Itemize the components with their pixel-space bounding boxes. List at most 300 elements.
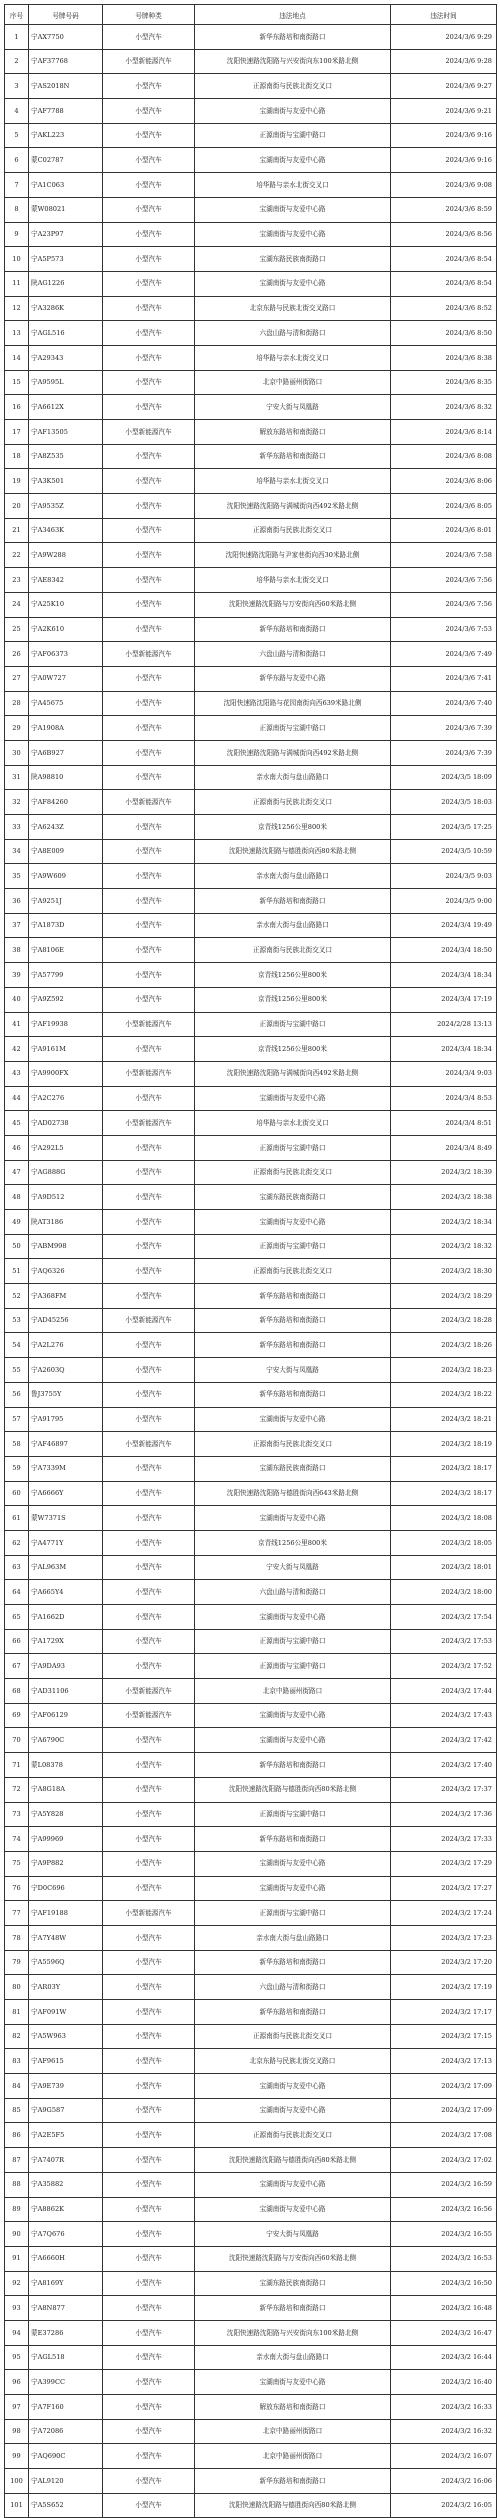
row-plate-number: 宁AL9120 [29, 2469, 103, 2494]
row-index: 97 [5, 2395, 29, 2420]
row-time: 2024/3/6 8:56 [391, 222, 497, 247]
table-row [5, 1234, 497, 1259]
table-row [5, 2246, 497, 2271]
row-index: 101 [5, 2493, 29, 2518]
row-time: 2024/3/5 18:03 [391, 790, 497, 815]
row-time: 2024/3/2 16:47 [391, 2320, 497, 2345]
row-location: 正源南街与宝湖中路口 [195, 1234, 391, 1259]
row-location: 宝湖南街与友爱中心路 [195, 2172, 391, 2197]
row-location: 沈阳快速路沈阳路与兴安街向东100米路北侧 [195, 49, 391, 74]
row-plate-type: 小型汽车 [103, 123, 195, 148]
row-index: 30 [5, 740, 29, 765]
row-time: 2024/3/2 17:53 [391, 1629, 497, 1654]
row-plate-number: 宁AD31106 [29, 1679, 103, 1704]
row-time: 2024/3/2 18:05 [391, 1530, 497, 1555]
row-location: 宝湖东路民族南街路口 [195, 1456, 391, 1481]
row-plate-type: 小型汽车 [103, 1580, 195, 1605]
row-location: 沈阳快速路沈阳路与德胜街向西643米路北侧 [195, 1481, 391, 1506]
table-row [5, 2000, 497, 2025]
row-index: 100 [5, 2469, 29, 2494]
row-location: 宝湖南街与友爱中心路 [195, 1703, 391, 1728]
row-plate-number: 宁A7Y48W [29, 1925, 103, 1950]
row-location: 宝湖南街与友爱中心路 [195, 197, 391, 222]
row-time: 2024/3/6 9:08 [391, 173, 497, 198]
row-time: 2024/3/2 18:38 [391, 1185, 497, 1210]
row-time: 2024/3/2 17:19 [391, 1975, 497, 2000]
row-plate-type: 小型新能源汽车 [103, 790, 195, 815]
row-index: 4 [5, 99, 29, 124]
row-time: 2024/3/2 17:54 [391, 1605, 497, 1630]
table-row [5, 469, 497, 494]
row-index: 43 [5, 1061, 29, 1086]
row-plate-type: 小型汽车 [103, 963, 195, 988]
row-time: 2024/3/2 18:17 [391, 1481, 497, 1506]
row-plate-number: 宁A57799 [29, 963, 103, 988]
table-row [5, 2419, 497, 2444]
row-plate-type: 小型汽车 [103, 444, 195, 469]
row-location: 新华东路培和南街路口 [195, 1284, 391, 1309]
row-plate-number: 鲁J3755Y [29, 1382, 103, 1407]
row-location: 沈阳快速路沈阳路与德胜街向西80米路北侧 [195, 839, 391, 864]
row-time: 2024/3/2 18:26 [391, 1333, 497, 1358]
row-index: 13 [5, 321, 29, 346]
row-time: 2024/3/2 18:19 [391, 1432, 497, 1457]
row-location: 培华路与亲水北街交叉口 [195, 568, 391, 593]
table-row [5, 815, 497, 840]
table-row [5, 889, 497, 914]
table-row [5, 2049, 497, 2074]
row-plate-type: 小型汽车 [103, 1382, 195, 1407]
row-location: 宝湖南街与友爱中心路 [195, 222, 391, 247]
table-row [5, 173, 497, 198]
row-time: 2024/3/2 18:21 [391, 1407, 497, 1432]
row-index: 17 [5, 420, 29, 445]
row-plate-number: 陕AG1226 [29, 271, 103, 296]
row-time: 2024/3/6 7:56 [391, 568, 497, 593]
row-time: 2024/3/2 16:55 [391, 2222, 497, 2247]
row-plate-number: 宁AF06373 [29, 642, 103, 667]
row-plate-type: 小型汽车 [103, 148, 195, 173]
row-index: 29 [5, 716, 29, 741]
table-row [5, 74, 497, 99]
row-time: 2024/3/6 9:27 [391, 74, 497, 99]
row-location: 北京东路与民族北街交叉路口 [195, 2049, 391, 2074]
row-plate-type: 小型汽车 [103, 2024, 195, 2049]
table-row [5, 2074, 497, 2099]
row-time: 2024/3/6 9:28 [391, 49, 497, 74]
row-time: 2024/3/2 16:56 [391, 2197, 497, 2222]
row-location: 正源南街与宝湖中路口 [195, 123, 391, 148]
row-plate-number: 宁A6B927 [29, 740, 103, 765]
row-plate-number: 宁A72086 [29, 2419, 103, 2444]
row-time: 2024/3/2 16:06 [391, 2469, 497, 2494]
row-plate-number: 宁A9900FX [29, 1061, 103, 1086]
row-location: 新华东路培和南街路口 [195, 1753, 391, 1778]
table-row [5, 2172, 497, 2197]
table-row [5, 1950, 497, 1975]
table-row [5, 2345, 497, 2370]
row-plate-number: 宁AF13505 [29, 420, 103, 445]
row-index: 64 [5, 1580, 29, 1605]
row-plate-type: 小型新能源汽车 [103, 1061, 195, 1086]
row-index: 72 [5, 1777, 29, 1802]
row-time: 2024/3/2 17:27 [391, 1876, 497, 1901]
row-plate-type: 小型汽车 [103, 1135, 195, 1160]
row-location: 宝湖南街与友爱中心路 [195, 1851, 391, 1876]
row-index: 19 [5, 469, 29, 494]
table-row [5, 1654, 497, 1679]
row-index: 22 [5, 543, 29, 568]
row-location: 培华路与亲水北街交叉口 [195, 345, 391, 370]
row-plate-type: 小型汽车 [103, 2419, 195, 2444]
row-location: 宝湖南街与友爱中心路 [195, 2197, 391, 2222]
row-index: 36 [5, 889, 29, 914]
row-index: 10 [5, 247, 29, 272]
row-index: 99 [5, 2444, 29, 2469]
table-body [5, 25, 497, 2518]
table-row [5, 1777, 497, 1802]
table-row [5, 963, 497, 988]
row-plate-type: 小型汽车 [103, 1851, 195, 1876]
row-plate-number: 宁A9D512 [29, 1185, 103, 1210]
row-time: 2024/3/2 17:02 [391, 2148, 497, 2173]
row-index: 71 [5, 1753, 29, 1778]
row-index: 54 [5, 1333, 29, 1358]
table-row [5, 1259, 497, 1284]
row-plate-number: 宁AD02738 [29, 1111, 103, 1136]
row-plate-number: 宁A9W288 [29, 543, 103, 568]
row-location: 北京中路丽州街路口 [195, 1679, 391, 1704]
row-plate-number: 宁A6790C [29, 1728, 103, 1753]
row-plate-number: 宁A2C276 [29, 1086, 103, 1111]
row-plate-number: 宁A1908A [29, 716, 103, 741]
row-plate-type: 小型汽车 [103, 1876, 195, 1901]
row-location: 宝湖南街与友爱中心路 [195, 1210, 391, 1235]
row-location: 北京中路丽州街路口 [195, 2419, 391, 2444]
row-index: 61 [5, 1506, 29, 1531]
row-location: 宝湖南街与友爱中心路 [195, 2074, 391, 2099]
row-index: 79 [5, 1950, 29, 1975]
table-row [5, 2444, 497, 2469]
row-plate-number: 宁A29343 [29, 345, 103, 370]
row-plate-number: 陕A98810 [29, 765, 103, 790]
table-row [5, 395, 497, 420]
row-time: 2024/3/4 17:19 [391, 987, 497, 1012]
row-plate-number: 宁A9535Z [29, 494, 103, 519]
header-plate-type: 号牌种类 [103, 5, 195, 25]
row-location: 培华路与亲水北街交叉口 [195, 1111, 391, 1136]
table-row [5, 1358, 497, 1383]
row-index: 75 [5, 1851, 29, 1876]
row-plate-type: 小型汽车 [103, 2320, 195, 2345]
row-plate-number: 宁AX7750 [29, 25, 103, 50]
row-index: 49 [5, 1210, 29, 1235]
header-time: 违法时间 [391, 5, 497, 25]
row-location: 正源南街与民族北街交叉口 [195, 2123, 391, 2148]
row-plate-type: 小型汽车 [103, 864, 195, 889]
row-plate-type: 小型汽车 [103, 1481, 195, 1506]
table-row [5, 568, 497, 593]
row-location: 正源南街与民族北街交叉口 [195, 1160, 391, 1185]
row-plate-number: 宁AKL223 [29, 123, 103, 148]
row-index: 93 [5, 2296, 29, 2321]
row-plate-number: 宁A9161M [29, 1037, 103, 1062]
row-location: 正源南街与民族北街交叉口 [195, 790, 391, 815]
row-plate-type: 小型汽车 [103, 2493, 195, 2518]
table-row [5, 1876, 497, 1901]
table-row [5, 1975, 497, 2000]
row-index: 24 [5, 592, 29, 617]
row-plate-number: 蒙W08021 [29, 197, 103, 222]
table-row [5, 1012, 497, 1037]
row-plate-type: 小型汽车 [103, 839, 195, 864]
row-plate-type: 小型汽车 [103, 2049, 195, 2074]
table-row [5, 1851, 497, 1876]
row-plate-number: 宁AF06129 [29, 1703, 103, 1728]
row-index: 62 [5, 1530, 29, 1555]
row-plate-number: 宁A3K501 [29, 469, 103, 494]
violations-table-container [4, 4, 496, 2518]
row-plate-type: 小型汽车 [103, 592, 195, 617]
table-row [5, 2098, 497, 2123]
row-location: 宝湖南街与友爱中心路 [195, 271, 391, 296]
table-row [5, 296, 497, 321]
row-time: 2024/3/2 17:40 [391, 1753, 497, 1778]
row-index: 3 [5, 74, 29, 99]
row-index: 90 [5, 2222, 29, 2247]
row-plate-number: 宁A7407R [29, 2148, 103, 2173]
row-time: 2024/3/4 18:34 [391, 963, 497, 988]
violations-table [4, 4, 497, 2518]
row-location: 亲水南大街与盘山路路口 [195, 1925, 391, 1950]
header-plate-number: 号牌号码 [29, 5, 103, 25]
row-time: 2024/3/6 8:52 [391, 296, 497, 321]
row-plate-type: 小型汽车 [103, 2296, 195, 2321]
row-time: 2024/3/6 8:59 [391, 197, 497, 222]
row-plate-number: 宁AF84260 [29, 790, 103, 815]
row-plate-type: 小型汽车 [103, 1975, 195, 2000]
row-time: 2024/3/2 18:22 [391, 1382, 497, 1407]
row-location: 京青线1256公里800米 [195, 1530, 391, 1555]
row-plate-type: 小型新能源汽车 [103, 1703, 195, 1728]
row-index: 14 [5, 345, 29, 370]
table-row [5, 197, 497, 222]
row-plate-number: 宁A9G587 [29, 2098, 103, 2123]
row-location: 宝湖南街与友爱中心路 [195, 1086, 391, 1111]
table-row [5, 2469, 497, 2494]
row-index: 69 [5, 1703, 29, 1728]
row-plate-number: 宁AL963M [29, 1555, 103, 1580]
row-location: 新华东路培和南街路口 [195, 889, 391, 914]
row-location: 新华东路培和南街路口 [195, 1333, 391, 1358]
row-index: 20 [5, 494, 29, 519]
row-time: 2024/3/2 17:24 [391, 1901, 497, 1926]
table-row [5, 1160, 497, 1185]
row-location: 正源南街与宝湖中路口 [195, 1135, 391, 1160]
row-plate-number: 宁A2K610 [29, 617, 103, 642]
row-location: 宝湖南街与友爱中心路 [195, 1728, 391, 1753]
table-row [5, 1382, 497, 1407]
row-plate-type: 小型汽车 [103, 1333, 195, 1358]
row-index: 55 [5, 1358, 29, 1383]
row-index: 98 [5, 2419, 29, 2444]
row-plate-number: 宁AGL516 [29, 321, 103, 346]
row-plate-number: 宁AF19188 [29, 1901, 103, 1926]
row-index: 66 [5, 1629, 29, 1654]
row-index: 42 [5, 1037, 29, 1062]
table-row [5, 642, 497, 667]
row-location: 沈阳快速路沈阳路与德胜街向西80米路北侧 [195, 2493, 391, 2518]
row-plate-number: 蒙C02787 [29, 148, 103, 173]
table-row [5, 1703, 497, 1728]
row-location: 沈阳快速路沈阳路与满城街向西492米路北侧 [195, 1061, 391, 1086]
row-plate-type: 小型汽车 [103, 247, 195, 272]
table-row [5, 148, 497, 173]
row-plate-number: 宁A9251J [29, 889, 103, 914]
row-index: 44 [5, 1086, 29, 1111]
row-location: 新华东路培和南街路口 [195, 617, 391, 642]
row-index: 41 [5, 1012, 29, 1037]
row-plate-number: 宁A2603Q [29, 1358, 103, 1383]
row-location: 宝湖东路民族南街路口 [195, 247, 391, 272]
row-plate-type: 小型汽车 [103, 1777, 195, 1802]
row-plate-number: 宁A1C063 [29, 173, 103, 198]
row-index: 7 [5, 173, 29, 198]
row-plate-type: 小型汽车 [103, 370, 195, 395]
row-location: 正源南街与宝湖中路口 [195, 1901, 391, 1926]
row-plate-number: 宁AE8342 [29, 568, 103, 593]
row-plate-type: 小型汽车 [103, 1185, 195, 1210]
row-plate-type: 小型汽车 [103, 765, 195, 790]
row-index: 96 [5, 2370, 29, 2395]
row-plate-type: 小型汽车 [103, 2197, 195, 2222]
table-row [5, 2370, 497, 2395]
row-time: 2024/3/6 7:58 [391, 543, 497, 568]
row-time: 2024/3/5 18:09 [391, 765, 497, 790]
table-row [5, 740, 497, 765]
row-location: 六盘山路与清和街路口 [195, 642, 391, 667]
table-header-row [5, 5, 497, 25]
row-time: 2024/3/4 8:49 [391, 1135, 497, 1160]
row-location: 宝湖南街与友爱中心路 [195, 99, 391, 124]
row-plate-type: 小型汽车 [103, 716, 195, 741]
table-row [5, 1802, 497, 1827]
row-plate-type: 小型汽车 [103, 1605, 195, 1630]
row-index: 8 [5, 197, 29, 222]
row-plate-type: 小型汽车 [103, 222, 195, 247]
table-row [5, 2395, 497, 2420]
table-row [5, 2222, 497, 2247]
row-location: 正源南街与宝湖中路口 [195, 716, 391, 741]
row-index: 84 [5, 2074, 29, 2099]
row-plate-type: 小型汽车 [103, 691, 195, 716]
row-plate-type: 小型汽车 [103, 321, 195, 346]
row-plate-number: 宁D0C696 [29, 1876, 103, 1901]
table-row [5, 617, 497, 642]
row-plate-type: 小型汽车 [103, 2148, 195, 2173]
row-plate-number: 宁A5Y828 [29, 1802, 103, 1827]
row-location: 宝湖南街与友爱中心路 [195, 148, 391, 173]
row-plate-type: 小型汽车 [103, 296, 195, 321]
row-index: 50 [5, 1234, 29, 1259]
row-index: 21 [5, 518, 29, 543]
row-plate-type: 小型汽车 [103, 2222, 195, 2247]
row-plate-type: 小型汽车 [103, 889, 195, 914]
row-time: 2024/3/6 7:49 [391, 642, 497, 667]
row-index: 85 [5, 2098, 29, 2123]
row-time: 2024/3/2 18:01 [391, 1555, 497, 1580]
row-time: 2024/3/2 17:09 [391, 2098, 497, 2123]
row-time: 2024/3/2 17:15 [391, 2024, 497, 2049]
row-plate-type: 小型汽车 [103, 271, 195, 296]
row-time: 2024/3/6 7:53 [391, 617, 497, 642]
table-row [5, 765, 497, 790]
row-plate-type: 小型汽车 [103, 617, 195, 642]
table-row [5, 987, 497, 1012]
row-plate-number: 蒙L08378 [29, 1753, 103, 1778]
row-plate-number: 宁A23P97 [29, 222, 103, 247]
row-location: 六盘山路与清和街路口 [195, 321, 391, 346]
table-row [5, 1061, 497, 1086]
table-row [5, 1407, 497, 1432]
row-index: 31 [5, 765, 29, 790]
row-time: 2024/2/28 13:13 [391, 1012, 497, 1037]
row-plate-number: 宁A3286K [29, 296, 103, 321]
row-plate-number: 宁AF37768 [29, 49, 103, 74]
row-plate-type: 小型汽车 [103, 1629, 195, 1654]
row-plate-number: 宁ABM998 [29, 1234, 103, 1259]
row-plate-number: 宁AD45256 [29, 1308, 103, 1333]
row-index: 70 [5, 1728, 29, 1753]
row-plate-type: 小型新能源汽车 [103, 642, 195, 667]
row-location: 新华东路培和南街路口 [195, 1382, 391, 1407]
table-row [5, 1135, 497, 1160]
row-index: 16 [5, 395, 29, 420]
row-time: 2024/3/4 8:51 [391, 1111, 497, 1136]
row-location: 新华东路培和南街路口 [195, 2469, 391, 2494]
row-plate-number: 宁A665Y4 [29, 1580, 103, 1605]
row-index: 95 [5, 2345, 29, 2370]
row-plate-number: 宁AF9615 [29, 2049, 103, 2074]
row-time: 2024/3/2 17:13 [391, 2049, 497, 2074]
row-plate-type: 小型汽车 [103, 2123, 195, 2148]
table-row [5, 913, 497, 938]
row-plate-number: 宁A5P573 [29, 247, 103, 272]
row-index: 86 [5, 2123, 29, 2148]
table-row [5, 1530, 497, 1555]
row-location: 宁安大街与凤凰路 [195, 395, 391, 420]
row-location: 亲水南大街与盘山路路口 [195, 913, 391, 938]
row-location: 沈阳快速路沈阳路与满城街向西492米路北侧 [195, 494, 391, 519]
row-plate-type: 小型汽车 [103, 987, 195, 1012]
table-row [5, 2123, 497, 2148]
row-location: 京青线1256公里800米 [195, 815, 391, 840]
row-index: 65 [5, 1605, 29, 1630]
row-time: 2024/3/5 10:59 [391, 839, 497, 864]
row-plate-type: 小型汽车 [103, 1456, 195, 1481]
table-row [5, 543, 497, 568]
row-plate-number: 宁A8169Y [29, 2271, 103, 2296]
row-time: 2024/3/6 8:14 [391, 420, 497, 445]
row-location: 正源南街与民族北街交叉口 [195, 74, 391, 99]
row-plate-number: 蒙W7371S [29, 1506, 103, 1531]
row-plate-type: 小型汽车 [103, 99, 195, 124]
row-index: 2 [5, 49, 29, 74]
row-plate-type: 小型汽车 [103, 74, 195, 99]
row-time: 2024/3/2 18:32 [391, 1234, 497, 1259]
row-index: 37 [5, 913, 29, 938]
row-index: 68 [5, 1679, 29, 1704]
